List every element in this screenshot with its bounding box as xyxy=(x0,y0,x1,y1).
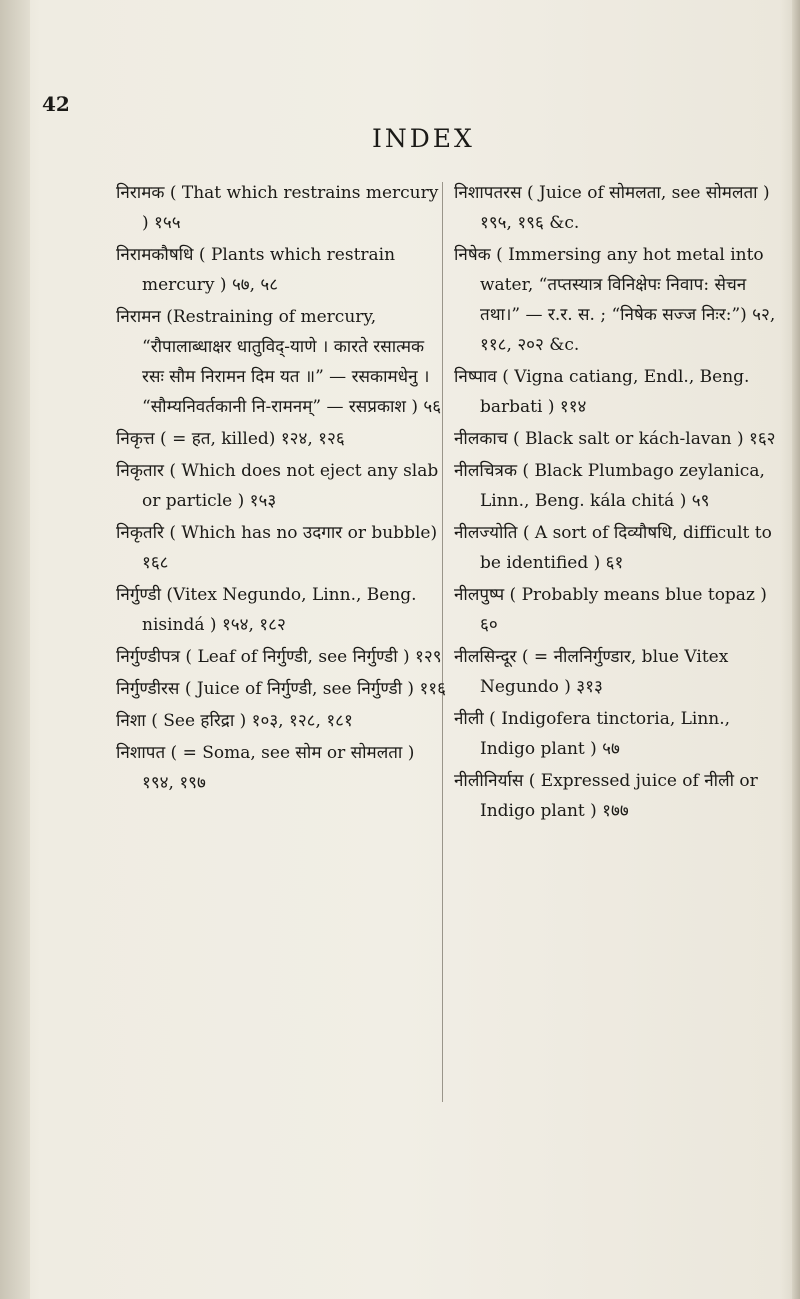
index-entry: निकृत्त ( = हत, killed) १२४, १२६ xyxy=(116,429,345,449)
index-entry: निकृतरि ( Which has no उदगार or bubble) १६८ xyxy=(116,523,438,573)
page-number: 42 xyxy=(42,92,70,116)
index-entry: निरामक ( That which restrains mercury ) १५५ xyxy=(116,183,439,233)
book-spine-shadow xyxy=(0,0,30,1299)
index-entry: निर्गुण्डी (Vitex Negundo, Linn., Beng. nisindá ) १५४, १८२ xyxy=(116,585,417,635)
index-entry: निकृतार ( Which does not eject any slab or particle ) १५३ xyxy=(116,461,439,511)
left-column xyxy=(116,178,446,800)
index-entry: निशा ( See हरिद्रा ) १०३, १२८, १८१ xyxy=(116,711,353,731)
index-entry: निर्गुण्डीरस ( Juice of निर्गुण्डी, see निर्गुण्डी ) ११६ xyxy=(116,679,446,699)
index-entry: निर्गुण्डीपत्र ( Leaf of निर्गुण्डी, see निर्गुण्डी ) १२९ xyxy=(116,647,442,667)
index-entry: निषेक ( Immersing any hot metal into water, “तप्तस्यात्र विनिक्षेपः निवाप: सेचन तथा।” — र.र. स. ; “निषेक सज्ज निःर:”) ५२, ११८, २०२ &c. xyxy=(454,245,776,355)
index-entry: निशापतरस ( Juice of सोमलता, see सोमलता ) १९५, १९६ &c. xyxy=(454,183,770,233)
index-entry: निरामन (Restraining of mercury, “रौपालाब्धाक्षर धातुविद्-याणे । कारते रसात्मक रसः सौम निरामन दिम यत ॥” — रसकामधेनु । “सौम्यनिवर्तकानी नि-रामनम्” — रसप्रकाश ) ५६ xyxy=(116,307,442,417)
index-entry: नीलसिन्दूर ( = नीलनिर्गुण्डार, blue Vitex Negundo ) ३१३ xyxy=(454,647,729,697)
index-entry: नीलचित्रक ( Black Plumbago zeylanica, Linn., Beng. kála chitá ) ५९ xyxy=(454,461,765,511)
right-column xyxy=(454,178,784,828)
page-edge-shadow xyxy=(792,0,800,1299)
index-entry: नीलीनिर्यास ( Expressed juice of नीली or Indigo plant ) १७७ xyxy=(454,771,758,821)
running-head: INDEX xyxy=(372,124,475,153)
index-entry: नीलज्योति ( A sort of दिव्यौषधि, difficult to be identified ) ६१ xyxy=(454,523,772,573)
index-entry: नीलपुष्प ( Probably means blue topaz ) ६० xyxy=(454,585,767,635)
index-entry: निष्पाव ( Vigna catiang, Endl., Beng. barbati ) ११४ xyxy=(454,367,750,417)
index-entry: नीलकाच ( Black salt or kách-lavan ) १६२ xyxy=(454,429,776,449)
index-entry: निशापत ( = Soma, see सोम or सोमलता ) १९४, १९७ xyxy=(116,743,415,793)
index-entry: निरामकौषधि ( Plants which restrain mercury ) ५७, ५८ xyxy=(116,245,396,295)
index-entry: नीली ( Indigofera tinctoria, Linn., Indigo plant ) ५७ xyxy=(454,709,731,759)
